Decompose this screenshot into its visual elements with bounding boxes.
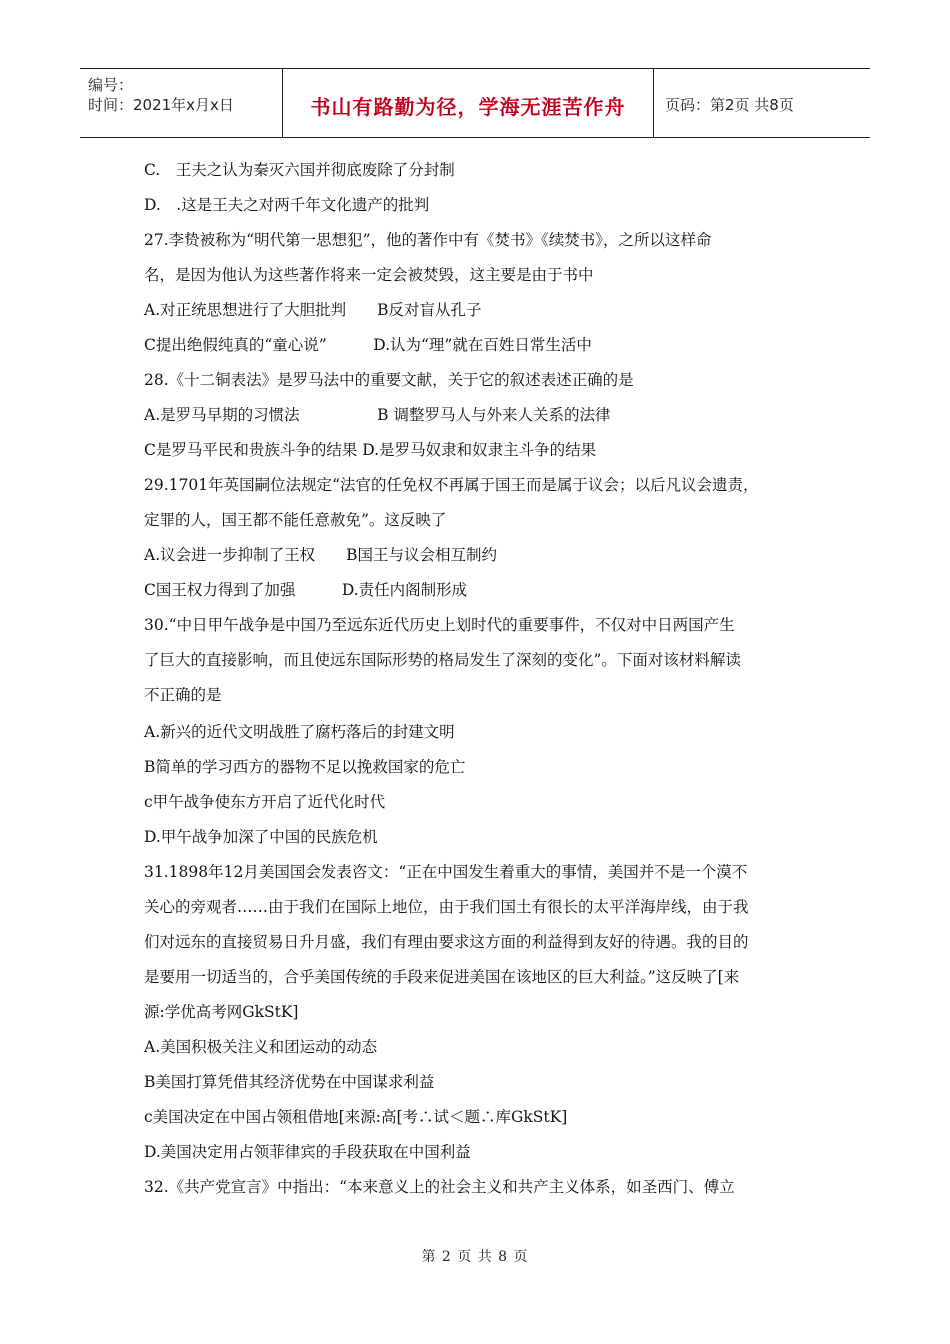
text-line: 源:学优高考网GkStK] <box>144 1003 299 1021</box>
text-line: 定罪的人，国王都不能任意赦免”。这反映了 <box>144 511 447 529</box>
text-line: D.美国决定用占领菲律宾的手段获取在中国利益 <box>144 1143 471 1161</box>
header-motto-cell <box>283 69 654 137</box>
motto: 书山有路勤为径，学海无涯苦作舟 <box>310 95 626 119</box>
text-line: C国王权力得到了加强 D.责任内阁制形成 <box>144 581 468 599</box>
text-line: 不正确的是 <box>144 686 222 704</box>
date-label: 时间：2021年x月x日 <box>88 96 234 114</box>
text-line: A.议会进一步抑制了王权 B国王与议会相互制约 <box>144 546 498 564</box>
text-line: 名，是因为他认为这些著作将来一定会被焚毁，这主要是由于书中 <box>144 266 594 284</box>
text-line: 了巨大的直接影响，而且使远东国际形势的格局发生了深刻的变化”。下面对该材料解读 <box>144 651 741 669</box>
text-line: A.对正统思想进行了大胆批判 B反对盲从孔子 <box>144 301 482 319</box>
page-footer: 第 2 页 共 8 页 <box>421 1249 529 1265</box>
text-line: 们对远东的直接贸易日升月盛，我们有理由要求这方面的利益得到友好的待遇。我的目的 <box>144 933 749 951</box>
text-line: 30.“中日甲午战争是中国乃至远东近代历史上划时代的重要事件，不仅对中日两国产生 <box>144 616 735 634</box>
text-line: B简单的学习西方的器物不足以挽救国家的危亡 <box>144 758 466 776</box>
text-line: 32.《共产党宣言》中指出：“本来意义上的社会主义和共产主义体系，如圣西门、傅立 <box>144 1178 735 1196</box>
document-number-label: 编号： <box>88 76 134 94</box>
text-line: C. 王夫之认为秦灭六国并彻底废除了分封制 <box>144 161 455 179</box>
text-line: C是罗马平民和贵族斗争的结果 D.是罗马奴隶和奴隶主斗争的结果 <box>144 441 597 459</box>
header-page-cell <box>655 69 870 137</box>
text-line: 29.1701年英国嗣位法规定“法官的任免权不再属于国王而是属于议会；以后凡议会遗责， <box>144 476 759 494</box>
text-line: 31.1898年12月美国国会发表咨文：“正在中国发生着重大的事情，美国并不是一个漠不 <box>144 863 748 881</box>
header-meta <box>80 69 283 137</box>
text-line: A.是罗马早期的习惯法 B 调整罗马人与外来人关系的法律 <box>144 406 611 424</box>
text-line: C提出绝假纯真的“童心说” D.认为“理”就在百姓日常生活中 <box>144 336 592 354</box>
page-header <box>80 68 870 138</box>
text-line: D. .这是王夫之对两千年文化遗产的批判 <box>144 196 430 214</box>
text-line: 关心的旁观者……由于我们在国际上地位，由于我们国土有很长的太平洋海岸线，由于我 <box>144 898 749 916</box>
text-line: B美国打算凭借其经济优势在中国谋求利益 <box>144 1073 435 1091</box>
text-line: A.新兴的近代文明战胜了腐朽落后的封建文明 <box>144 723 455 741</box>
text-line: 28.《十二铜表法》是罗马法中的重要文献，关于它的叙述表述正确的是 <box>144 371 634 389</box>
text-line: 是要用一切适当的，合乎美国传统的手段来促进美国在该地区的巨大利益。”这反映了[来 <box>144 968 740 986</box>
page-number-label: 页码：第2页 共8页 <box>665 96 794 114</box>
text-line: D.甲午战争加深了中国的民族危机 <box>144 828 378 846</box>
text-line: c美国决定在中国占领租借地[来源:高[考∴试＜题∴库GkStK] <box>144 1108 568 1126</box>
text-line: c甲午战争使东方开启了近代化时代 <box>144 793 386 811</box>
text-line: 27.李贽被称为“明代第一思想犯”，他的著作中有《焚书》《续焚书》，之所以这样命 <box>144 231 712 249</box>
text-line: A.美国积极关注义和团运动的动态 <box>144 1038 378 1056</box>
